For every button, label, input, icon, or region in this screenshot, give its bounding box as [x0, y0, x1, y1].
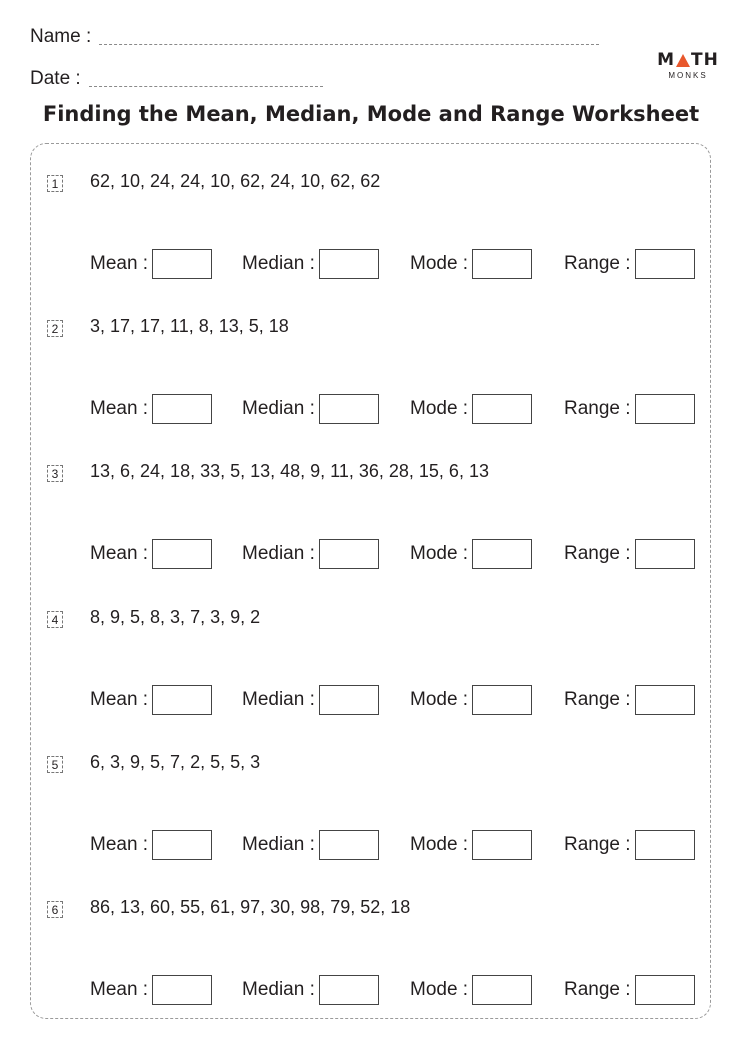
range-answer-box[interactable]: [635, 249, 695, 279]
mean-label: Mean :: [90, 979, 149, 1000]
median-answer-box[interactable]: [319, 539, 379, 569]
median-label: Median :: [242, 688, 315, 710]
mode-answer-box[interactable]: [472, 685, 532, 715]
mode-answer-box[interactable]: [472, 394, 532, 424]
logo-triangle-icon: [676, 54, 690, 67]
range-answer: [564, 975, 695, 1005]
mode-answer: [410, 394, 532, 424]
median-answer-box[interactable]: [319, 830, 379, 860]
range-label: Range :: [564, 253, 631, 274]
mean-answer-box[interactable]: [152, 975, 212, 1005]
range-label: Range :: [564, 979, 631, 1000]
mode-label: Mode :: [410, 398, 469, 420]
mean-answer-box[interactable]: [152, 394, 212, 424]
median-answer: [242, 830, 379, 860]
mode-label: Mode :: [410, 979, 469, 1000]
median-label: Median :: [242, 253, 315, 274]
problem-data-set: 8, 9, 5, 8, 3, 7, 3, 9, 2: [90, 606, 261, 627]
problem-number: 2: [47, 320, 63, 337]
median-label: Median :: [242, 833, 315, 855]
problem-item: [47, 298, 707, 443]
range-answer: [564, 685, 695, 715]
problem-item: [47, 734, 707, 879]
median-answer: [242, 249, 379, 279]
problem-item: [47, 589, 707, 734]
problem-data-set: 13, 6, 24, 18, 33, 5, 13, 48, 9, 11, 36, 28, 15, 6, 13: [90, 461, 489, 482]
mode-answer-box[interactable]: [472, 539, 532, 569]
range-answer-box[interactable]: [635, 539, 695, 569]
median-label: Median :: [242, 398, 315, 420]
range-answer: [564, 830, 695, 860]
problem-item: [47, 443, 707, 588]
mode-answer: [410, 539, 532, 569]
problem-data-set: 86, 13, 60, 55, 61, 97, 30, 98, 79, 52, 18: [90, 897, 411, 917]
name-label: Name :: [30, 26, 92, 47]
mode-answer: [410, 249, 532, 279]
logo-wordmark: [656, 50, 720, 70]
mean-answer: [90, 830, 212, 860]
mode-answer-box[interactable]: [472, 249, 532, 279]
mean-answer-box[interactable]: [152, 685, 212, 715]
date-label: Date :: [30, 68, 81, 89]
mode-label: Mode :: [410, 543, 469, 565]
range-answer: [564, 539, 695, 569]
range-answer-box[interactable]: [635, 975, 695, 1005]
range-answer-box[interactable]: [635, 830, 695, 860]
median-answer-box[interactable]: [319, 394, 379, 424]
logo-text-left: M: [657, 50, 676, 70]
mean-answer: [90, 685, 212, 715]
median-answer: [242, 975, 379, 1005]
mode-answer-box[interactable]: [472, 975, 532, 1005]
median-answer-box[interactable]: [319, 685, 379, 715]
name-field[interactable]: [30, 26, 599, 48]
problem-item: [47, 153, 707, 298]
mean-answer: [90, 539, 212, 569]
mode-answer: [410, 830, 532, 860]
worksheet-title: Finding the Mean, Median, Mode and Range Worksheet: [42, 102, 700, 126]
mean-label: Mean :: [90, 398, 149, 420]
date-line[interactable]: [89, 85, 323, 87]
problem-data-set: 6, 3, 9, 5, 7, 2, 5, 5, 3: [90, 751, 261, 772]
mean-answer: [90, 394, 212, 424]
mode-answer-box[interactable]: [472, 830, 532, 860]
range-label: Range :: [564, 543, 631, 565]
median-answer-box[interactable]: [319, 975, 379, 1005]
median-label: Median :: [242, 543, 315, 565]
mode-label: Mode :: [410, 253, 469, 274]
range-answer-box[interactable]: [635, 685, 695, 715]
mean-label: Mean :: [90, 688, 149, 710]
problem-data-set: 62, 10, 24, 24, 10, 62, 24, 10, 62, 62: [90, 171, 381, 191]
mode-label: Mode :: [410, 688, 469, 710]
mean-label: Mean :: [90, 543, 149, 565]
mode-answer: [410, 685, 532, 715]
mean-answer-box[interactable]: [152, 249, 212, 279]
range-answer-box[interactable]: [635, 394, 695, 424]
mean-label: Mean :: [90, 833, 149, 855]
mode-label: Mode :: [410, 833, 469, 855]
median-answer: [242, 539, 379, 569]
range-answer: [564, 394, 695, 424]
mode-answer: [410, 975, 532, 1005]
problem-number: 3: [47, 465, 63, 482]
range-label: Range :: [564, 688, 631, 710]
problem-number: 4: [47, 611, 63, 628]
name-line[interactable]: [99, 43, 599, 45]
problem-data-set: 3, 17, 17, 11, 8, 13, 5, 18: [90, 316, 289, 337]
problem-number: 6: [47, 901, 63, 918]
problem-item: [47, 879, 707, 1024]
logo-subtext: MONKS: [668, 71, 708, 80]
mean-label: Mean :: [90, 253, 149, 274]
median-label: Median :: [242, 979, 315, 1000]
mean-answer-box[interactable]: [152, 539, 212, 569]
range-answer: [564, 249, 695, 279]
median-answer: [242, 394, 379, 424]
mean-answer: [90, 975, 212, 1005]
median-answer-box[interactable]: [319, 249, 379, 279]
math-monks-logo: [656, 50, 720, 80]
range-label: Range :: [564, 833, 631, 855]
mean-answer: [90, 249, 212, 279]
median-answer: [242, 685, 379, 715]
range-label: Range :: [564, 398, 631, 420]
problem-number: 5: [47, 756, 63, 773]
logo-text-right: TH: [691, 50, 719, 70]
date-field[interactable]: [30, 68, 323, 90]
mean-answer-box[interactable]: [152, 830, 212, 860]
problem-number: 1: [47, 175, 63, 192]
